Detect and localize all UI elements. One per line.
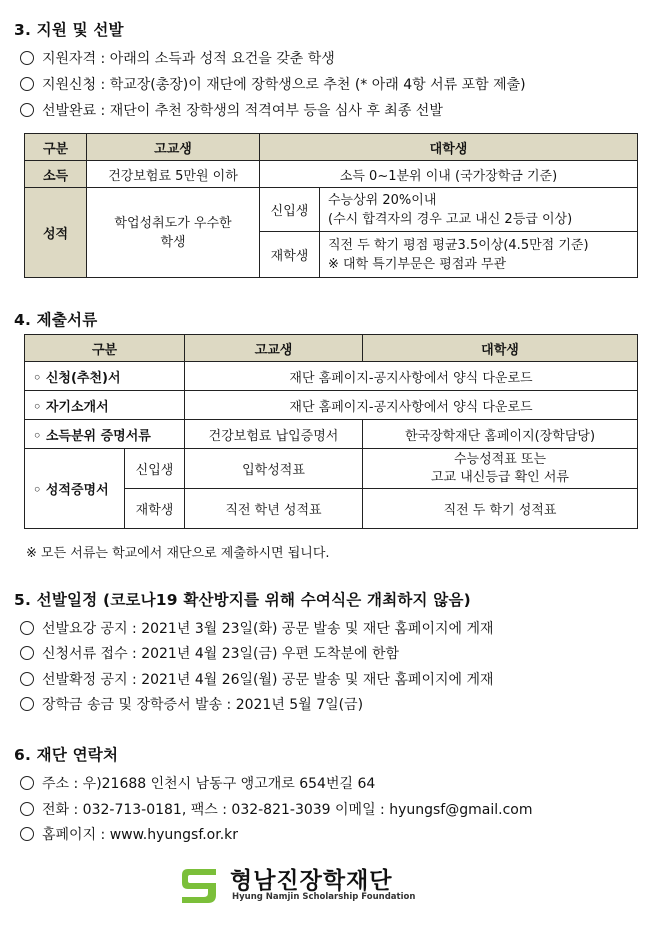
cell-new-univ: 수능성적표 또는 고교 내신등급 확인 서류 bbox=[363, 449, 638, 489]
row-label-self-intro: ◦ 자기소개서 bbox=[25, 391, 185, 420]
list-item bbox=[20, 824, 238, 844]
row-label-application: ◦ 신청(추천)서 bbox=[25, 362, 185, 391]
list-item: 신청서류 접수 : 2021년 4월 23일(금) 우편 도착분에 한함 bbox=[20, 643, 399, 663]
section-4-title: 4. 제출서류 bbox=[14, 311, 98, 329]
col-header-division: 구분 bbox=[25, 134, 87, 161]
row-label-income-docs: ◦ 소득분위 증명서류 bbox=[25, 420, 185, 449]
cell-application: 재단 홈페이지-공지사항에서 양식 다운로드 bbox=[185, 362, 638, 391]
cell-income-high: 건강보험료 납입증명서 bbox=[185, 420, 363, 449]
circle-bullet-icon bbox=[20, 103, 34, 117]
homepage-link[interactable]: 홈페이지 : www.hyungsf.or.kr bbox=[42, 827, 239, 843]
section-3-title: 3. 지원 및 선발 bbox=[14, 21, 124, 39]
section-5-title: 5. 선발일정 (코로나19 확산방지를 위해 수여식은 개최하지 않음) bbox=[14, 591, 471, 609]
cell-grade-high: 학업성취도가 우수한 학생 bbox=[87, 188, 260, 278]
list-item: 선발확정 공지 : 2021년 4월 26일(월) 공문 발송 및 재단 홈페이지에 게재 bbox=[20, 669, 494, 689]
circle-bullet-icon bbox=[20, 802, 34, 816]
col-header-univ: 대학생 bbox=[363, 335, 638, 362]
list-item: 지원신청 : 학교장(총장)이 재단에 장학생으로 추천 (* 아래 4항 서류 포함 제출) bbox=[20, 74, 526, 94]
cell-current-high: 직전 학년 성적표 bbox=[185, 489, 363, 529]
cell-income-univ: 소득 0~1분위 이내 (국가장학금 기준) bbox=[260, 161, 638, 188]
circle-bullet-icon bbox=[20, 827, 34, 841]
list-item: 주소 : 우)21688 인천시 남동구 앵고개로 654번길 64 bbox=[20, 773, 375, 793]
section-6-title: 6. 재단 연락처 bbox=[14, 746, 119, 764]
circle-bullet-icon bbox=[20, 697, 34, 711]
foundation-logo-mark bbox=[178, 863, 220, 905]
circle-bullet-icon bbox=[20, 672, 34, 686]
documents-table bbox=[24, 334, 638, 529]
circle-bullet-icon bbox=[20, 621, 34, 635]
circle-bullet-icon bbox=[20, 776, 34, 790]
row-label-income: 소득 bbox=[25, 161, 87, 188]
submission-note: ※ 모든 서류는 학교에서 재단으로 제출하시면 됩니다. bbox=[26, 546, 330, 561]
logo-name-korean: 형남진장학재단 bbox=[230, 868, 393, 894]
cell-new-label: 신입생 bbox=[260, 188, 320, 232]
cell-current-label: 재학생 bbox=[125, 489, 185, 529]
cell-current-label: 재학생 bbox=[260, 232, 320, 278]
list-item: 전화 : 032-713-0181, 팩스 : 032-821-3039 이메일 : hyungsf@gmail.com bbox=[20, 799, 532, 819]
list-item: 선발완료 : 재단이 추천 장학생의 적격여부 등을 심사 후 최종 선발 bbox=[20, 100, 443, 120]
cell-self-intro: 재단 홈페이지-공지사항에서 양식 다운로드 bbox=[185, 391, 638, 420]
row-label-grade: 성적 bbox=[25, 188, 87, 278]
list-item: 지원자격 : 아래의 소득과 성적 요건을 갖춘 학생 bbox=[20, 48, 335, 68]
logo-name-english: Hyung Namjin Scholarship Foundation bbox=[232, 892, 416, 902]
list-item: 선발요강 공지 : 2021년 3월 23일(화) 공문 발송 및 재단 홈페이지에 게재 bbox=[20, 618, 494, 638]
col-header-division: 구분 bbox=[25, 335, 185, 362]
circle-bullet-icon bbox=[20, 646, 34, 660]
logo-g-shape bbox=[182, 869, 216, 903]
col-header-univ: 대학생 bbox=[260, 134, 638, 161]
circle-bullet-icon bbox=[20, 77, 34, 91]
cell-current-univ: 직전 두 학기 평점 평균3.5이상(4.5만점 기준) ※ 대학 특기부문은 평점과 무관 bbox=[320, 232, 638, 278]
cell-income-univ: 한국장학재단 홈페이지(장학담당) bbox=[363, 420, 638, 449]
eligibility-table bbox=[24, 133, 638, 278]
cell-new-univ: 수능상위 20%이내 (수시 합격자의 경우 고교 내신 2등급 이상) bbox=[320, 188, 638, 232]
cell-current-univ: 직전 두 학기 성적표 bbox=[363, 489, 638, 529]
cell-income-high: 건강보험료 5만원 이하 bbox=[87, 161, 260, 188]
cell-new-high: 입학성적표 bbox=[185, 449, 363, 489]
list-item: 장학금 송금 및 장학증서 발송 : 2021년 5월 7일(금) bbox=[20, 694, 363, 714]
circle-bullet-icon bbox=[20, 51, 34, 65]
row-label-transcript: ◦ 성적증명서 bbox=[25, 449, 125, 529]
cell-new-label: 신입생 bbox=[125, 449, 185, 489]
col-header-high: 고교생 bbox=[185, 335, 363, 362]
col-header-high: 고교생 bbox=[87, 134, 260, 161]
